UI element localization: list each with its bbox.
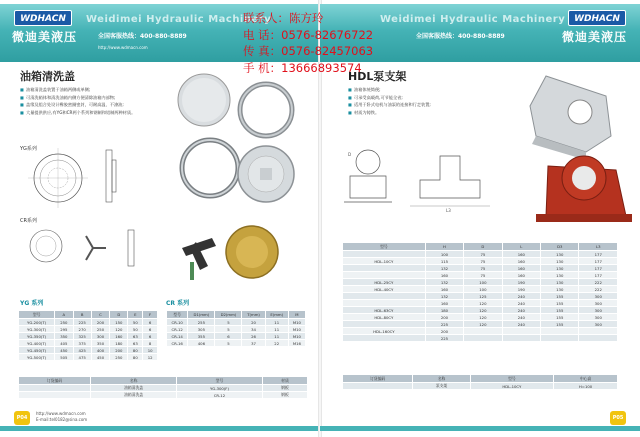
column-header: M — [288, 311, 305, 319]
column-header: D1(mm) — [188, 311, 215, 319]
table-cell: 450 — [55, 347, 73, 354]
table-row — [19, 392, 308, 399]
table-cell: 11 — [265, 319, 288, 326]
table-cell: 12 — [143, 354, 158, 361]
table-cell: 125 — [464, 293, 502, 300]
table-cell: 300 — [579, 293, 618, 300]
column-header: F — [143, 311, 158, 319]
table-cell: 63 — [128, 340, 143, 347]
table-cell: 120 — [464, 314, 502, 321]
yg-drawing — [18, 138, 168, 290]
table-cell: 375 — [73, 340, 91, 347]
table-cell: H=100 — [554, 383, 618, 390]
table-cell: 5 — [215, 326, 242, 333]
table-row — [167, 326, 306, 333]
feature-item: ■ 材质为铸铁。 — [348, 109, 478, 117]
table-cell: 75 — [464, 272, 502, 279]
table-row — [19, 333, 158, 340]
column-header: 名称 — [413, 375, 470, 383]
table-row — [19, 326, 158, 333]
cover-photo-top — [166, 70, 306, 282]
yg-table-title: YG 系列 — [20, 300, 44, 307]
table-cell: 6 — [143, 319, 158, 326]
table-cell — [541, 328, 579, 335]
table-cell: 225 — [425, 335, 463, 342]
table-cell: 155 — [541, 307, 579, 314]
table-cell: 50 — [128, 326, 143, 333]
brand-title-en: Weidimei Hydraulic Machinery — [86, 14, 272, 25]
feature-item: ■ 油箱体统简便; — [348, 86, 478, 94]
table-cell — [343, 293, 426, 300]
table-cell: 油箱清洗盖 — [91, 385, 177, 392]
table-cell: 250 — [91, 326, 109, 333]
table-row — [19, 385, 308, 392]
table-cell: 225 — [73, 319, 91, 326]
table-cell: 450 — [91, 354, 109, 361]
column-header: 材质 — [262, 377, 307, 385]
table-cell: 5 — [215, 340, 242, 347]
table-cell: 80 — [128, 347, 143, 354]
table-cell — [502, 335, 540, 342]
table-cell — [502, 328, 540, 335]
feature-item: ■ 大量提供供应,有YG和CR两个系列和钢制和铝制两种材质。 — [20, 109, 160, 117]
table-cell — [579, 328, 618, 335]
table-row — [343, 307, 618, 314]
table-row — [167, 333, 306, 340]
table-cell — [343, 251, 426, 258]
table-cell: 130 — [541, 272, 579, 279]
section-title: HDL泵支架 — [348, 70, 407, 83]
table-cell: 250 — [110, 354, 128, 361]
cr-spec-table — [166, 310, 306, 347]
cr-table-title: CR 系列 — [166, 300, 190, 307]
table-cell: 300 — [579, 307, 618, 314]
cr-drawing-label: CR系列 — [20, 218, 37, 224]
table-header-row — [343, 243, 618, 251]
table-cell: 177 — [579, 272, 618, 279]
column-header: D3 — [541, 243, 579, 251]
feature-item: ■ 油箱清洗盖装置于油箱两侧或单侧; — [20, 86, 160, 94]
table-cell: M10 — [288, 326, 305, 333]
table-cell: 100 — [425, 251, 463, 258]
table-cell: 150 — [110, 319, 128, 326]
table-header-row — [19, 311, 158, 319]
table-cell: 177 — [579, 258, 618, 265]
brand-logo — [568, 10, 626, 26]
right-order-table — [342, 374, 618, 390]
table-cell: HDL-10CY — [343, 258, 426, 265]
contact-phone: 电 话：0576-82676722 — [243, 27, 374, 42]
column-header: 型号 — [167, 311, 188, 319]
logo-mark: WDHACN — [574, 14, 620, 24]
table-cell: 255 — [188, 319, 215, 326]
table-cell — [343, 335, 426, 342]
table-cell: 37 — [242, 340, 265, 347]
footer-web: http://www.wdmacn.com — [36, 411, 86, 416]
table-cell: 160 — [502, 258, 540, 265]
table-cell: 22 — [265, 340, 288, 347]
feature-list — [20, 86, 160, 116]
table-row — [343, 293, 618, 300]
column-header: T(mm) — [242, 311, 265, 319]
table-cell: YG-400(T) — [19, 340, 55, 347]
bracket-photos — [516, 66, 636, 238]
column-header: 型号 — [470, 375, 554, 383]
table-cell: YG-500(T) — [19, 354, 55, 361]
column-header: D2(mm) — [215, 311, 242, 319]
table-cell: 400 — [91, 347, 109, 354]
table-cell: 190 — [502, 286, 540, 293]
table-cell: 505 — [55, 354, 73, 361]
table-cell: 240 — [502, 293, 540, 300]
feature-item: ■ 可承受高载荷,可节能全省; — [348, 94, 478, 102]
table-cell: 8 — [143, 340, 158, 347]
table-cell: CR-12 — [167, 326, 188, 333]
contact-fax: 传 真：0576-82457063 — [243, 44, 374, 58]
table-cell: 130 — [541, 265, 579, 272]
table-cell: 475 — [73, 354, 91, 361]
table-cell: 300 — [579, 314, 618, 321]
table-row — [343, 258, 618, 265]
table-row — [343, 314, 618, 321]
table-cell — [343, 321, 426, 328]
table-cell: HDL-80CY — [343, 314, 426, 321]
table-cell: CR-12 — [176, 392, 262, 399]
table-cell: M10 — [288, 319, 305, 326]
table-cell: CR-16 — [167, 340, 188, 347]
table-cell: 6 — [143, 333, 158, 340]
table-cell: YG-200(T) — [19, 319, 55, 326]
table-cell: 240 — [502, 300, 540, 307]
table-cell: 63 — [128, 333, 143, 340]
contact-mobile: 手 机：13666893574 — [243, 60, 362, 75]
column-header: H — [425, 243, 463, 251]
table-cell: 250 — [55, 319, 73, 326]
page-number: P04 — [14, 411, 30, 425]
yg-spec-table — [18, 310, 158, 361]
table-cell: 300 — [91, 333, 109, 340]
yg-drawing-label: YG系列 — [20, 146, 37, 152]
table-cell: 405 — [55, 340, 73, 347]
column-header: L — [502, 243, 540, 251]
footer-info — [36, 411, 87, 423]
table-cell: 115 — [425, 258, 463, 265]
table-cell: 240 — [502, 321, 540, 328]
table-header-row — [19, 377, 308, 385]
table-cell: 钢板 — [262, 392, 307, 399]
table-cell — [541, 335, 579, 342]
table-row — [343, 279, 618, 286]
table-cell: 350 — [55, 333, 73, 340]
table-cell: 100 — [464, 286, 502, 293]
table-cell: 油箱清洗盖 — [91, 392, 177, 399]
bracket-drawing — [340, 136, 530, 218]
table-cell — [343, 272, 426, 279]
table-row — [167, 340, 306, 347]
table-cell: 80 — [128, 354, 143, 361]
table-cell: 132 — [425, 293, 463, 300]
left-footer — [0, 407, 320, 431]
contact-overlay — [243, 10, 373, 76]
logo-cn: 微迪美液压 — [12, 30, 78, 44]
table-cell: 190 — [502, 279, 540, 286]
column-header: 型号 — [176, 377, 262, 385]
table-cell: 222 — [579, 286, 618, 293]
table-cell — [343, 300, 426, 307]
table-row — [343, 251, 618, 258]
table-cell: 132 — [425, 265, 463, 272]
table-row — [343, 328, 618, 335]
table-row — [343, 335, 618, 342]
table-cell: 130 — [541, 286, 579, 293]
brand-title-en: Weidimei Hydraulic Machinery — [380, 14, 566, 25]
logo-mark: WDHACN — [20, 14, 66, 24]
table-row — [19, 347, 158, 354]
table-cell: 钢板 — [262, 385, 307, 392]
table-cell: 200 — [425, 314, 463, 321]
table-cell: 325 — [73, 333, 91, 340]
column-header: 订货编码 — [19, 377, 91, 385]
column-header: 型号 — [19, 311, 55, 319]
feature-item: ■ 可清洗箱体和清洗油箱内侧方便清除油箱内部物; — [20, 94, 160, 102]
table-cell: 155 — [541, 300, 579, 307]
table-cell: HDL-63CY — [343, 307, 426, 314]
table-row — [343, 286, 618, 293]
table-cell: 240 — [502, 314, 540, 321]
brand-logo — [14, 10, 72, 26]
table-cell: 160 — [110, 333, 128, 340]
table-row — [343, 321, 618, 328]
feature-item: ■ 盖缘及组合处设计橡胶密圈密封，可耐高温、不渗油; — [20, 101, 160, 109]
table-cell: 200 — [110, 347, 128, 354]
table-cell: HDL-10CY — [470, 383, 554, 390]
table-row — [343, 265, 618, 272]
table-cell: 270 — [73, 326, 91, 333]
table-cell: 300 — [579, 300, 618, 307]
table-cell: 177 — [579, 265, 618, 272]
web-address: http://www.wdmacn.com — [98, 45, 148, 50]
table-cell: CR-14 — [167, 333, 188, 340]
table-cell: 155 — [541, 321, 579, 328]
table-cell: 160 — [502, 265, 540, 272]
table-cell: M10 — [288, 333, 305, 340]
table-cell: 34 — [242, 326, 265, 333]
table-cell: 160 — [425, 300, 463, 307]
table-cell: 5 — [215, 319, 242, 326]
column-header: B — [73, 311, 91, 319]
table-cell: 425 — [73, 347, 91, 354]
right-footer — [320, 407, 640, 431]
column-header: L3 — [579, 243, 618, 251]
table-cell: 180 — [425, 307, 463, 314]
table-cell — [343, 383, 413, 390]
table-cell: 11 — [265, 326, 288, 333]
table-cell: HDL-160CY — [343, 328, 426, 335]
svg-text:L3: L3 — [446, 208, 451, 213]
table-row — [167, 319, 306, 326]
column-header: C — [91, 311, 109, 319]
column-header: 名称 — [91, 377, 177, 385]
table-cell — [19, 392, 91, 399]
table-cell: 160 — [425, 286, 463, 293]
table-cell: YG-300(T) — [19, 326, 55, 333]
table-cell: 295 — [55, 326, 73, 333]
table-cell: 6 — [143, 326, 158, 333]
table-cell: 100 — [464, 279, 502, 286]
table-cell — [19, 385, 91, 392]
table-cell: 406 — [188, 340, 215, 347]
section-title: 油箱清洗盖 — [20, 70, 75, 83]
table-cell: YG-450(T) — [19, 347, 55, 354]
table-cell: 155 — [541, 293, 579, 300]
feature-item: ■ 适用于卧式电机与油泵的连接和行走装置; — [348, 101, 478, 109]
table-cell: 155 — [541, 314, 579, 321]
table-cell: 120 — [110, 326, 128, 333]
table-cell: 6 — [215, 333, 242, 340]
table-cell: 160 — [425, 272, 463, 279]
footer-bar — [0, 426, 320, 431]
table-cell: 20 — [242, 319, 265, 326]
table-cell: 130 — [541, 258, 579, 265]
hdl-spec-table — [342, 242, 618, 342]
svg-text:D: D — [348, 152, 352, 157]
left-order-table — [18, 376, 308, 399]
column-header: 订货编码 — [343, 375, 413, 383]
contact-person: 联系人：陈方玲 — [243, 11, 324, 25]
hotline: 全国客服热线：400-880-8889 — [98, 33, 187, 40]
table-cell: HDL-40CY — [343, 286, 426, 293]
column-header: D — [110, 311, 128, 319]
footer-email: E-mail:tel0182@sina.com — [36, 417, 88, 422]
column-header: D — [464, 243, 502, 251]
table-cell: 120 — [464, 307, 502, 314]
table-cell: M16 — [288, 340, 305, 347]
table-cell: 75 — [464, 265, 502, 272]
table-row — [19, 319, 158, 326]
feature-list — [348, 86, 478, 116]
table-cell: 305 — [188, 326, 215, 333]
table-row — [19, 354, 158, 361]
table-cell: 10 — [143, 347, 158, 354]
table-row — [343, 383, 618, 390]
table-cell: 75 — [464, 251, 502, 258]
table-cell: 泵支架 — [413, 383, 470, 390]
table-cell: 225 — [425, 321, 463, 328]
table-cell: 26 — [242, 333, 265, 340]
table-cell — [464, 335, 502, 342]
table-cell: 177 — [579, 251, 618, 258]
table-row — [343, 300, 618, 307]
table-header-row — [167, 311, 306, 319]
table-cell: 180 — [110, 340, 128, 347]
table-cell: 350 — [91, 340, 109, 347]
table-cell: 240 — [502, 307, 540, 314]
table-cell: 160 — [502, 272, 540, 279]
footer-bar — [320, 426, 640, 431]
table-cell: 130 — [541, 251, 579, 258]
table-cell — [343, 265, 426, 272]
column-header: 型号 — [343, 243, 426, 251]
table-cell: 120 — [464, 321, 502, 328]
table-cell — [464, 328, 502, 335]
table-cell: 355 — [188, 333, 215, 340]
table-cell: 75 — [464, 258, 502, 265]
logo-cn: 微迪美液压 — [562, 30, 628, 44]
table-row — [343, 272, 618, 279]
table-cell: 11 — [265, 333, 288, 340]
page-number: P05 — [610, 411, 626, 425]
table-cell: YG-300(F) — [176, 385, 262, 392]
table-row — [19, 340, 158, 347]
table-cell: YG-350(T) — [19, 333, 55, 340]
table-cell: HDL-25CY — [343, 279, 426, 286]
table-cell: CR-10 — [167, 319, 188, 326]
table-cell: 200 — [425, 328, 463, 335]
table-cell — [579, 335, 618, 342]
column-header: 中心高 — [554, 375, 618, 383]
table-cell: 300 — [579, 321, 618, 328]
table-cell: 200 — [91, 319, 109, 326]
column-header: A — [55, 311, 73, 319]
table-cell: 120 — [464, 300, 502, 307]
table-header-row — [343, 375, 618, 383]
table-cell: 130 — [541, 279, 579, 286]
table-cell: 160 — [502, 251, 540, 258]
table-cell: 50 — [128, 319, 143, 326]
column-header: E(mm) — [265, 311, 288, 319]
table-cell: 222 — [579, 279, 618, 286]
column-header: E — [128, 311, 143, 319]
hotline: 全国客服热线：400-880-8889 — [416, 33, 505, 40]
table-cell: 132 — [425, 279, 463, 286]
